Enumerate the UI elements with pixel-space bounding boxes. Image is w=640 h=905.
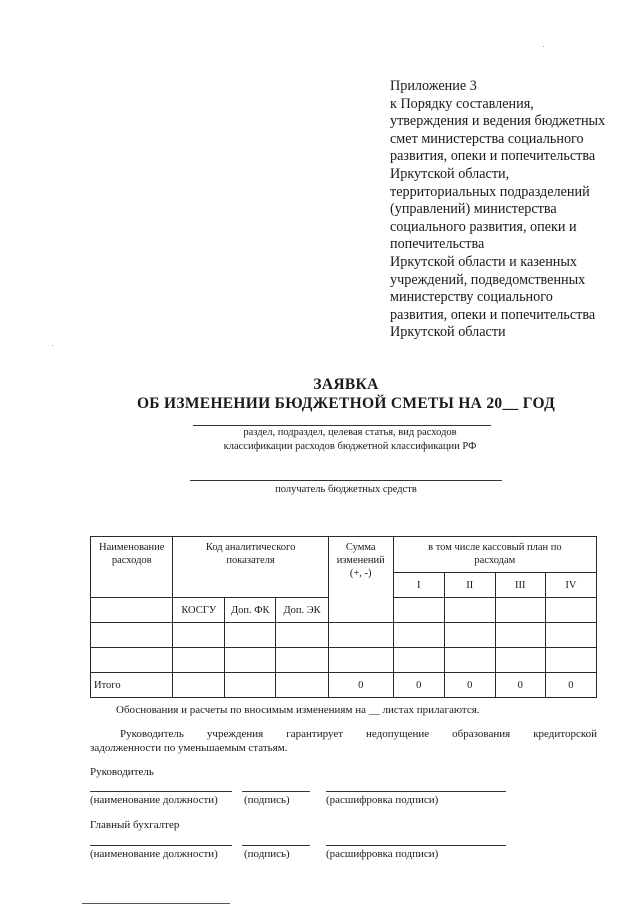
total-label: Итого bbox=[91, 673, 173, 698]
table-row bbox=[91, 623, 597, 648]
footnote-separator bbox=[82, 903, 230, 904]
appendix-line: утверждения и ведения бюджетных bbox=[390, 113, 606, 130]
head-title: Руководитель bbox=[90, 766, 154, 778]
head-signature-label: (подпись) bbox=[244, 794, 290, 806]
head-position-line bbox=[90, 791, 232, 792]
appendix-line: к Порядку составления, bbox=[390, 95, 534, 112]
appendix-line: Иркутской области и казенных bbox=[390, 253, 577, 270]
appendix-line: учреждений, подведомственных bbox=[390, 271, 586, 288]
recipient-line bbox=[190, 480, 502, 481]
total-q1: 0 bbox=[393, 673, 444, 698]
scan-speck bbox=[52, 345, 53, 346]
budget-table bbox=[90, 536, 597, 698]
recipient-caption: получатель бюджетных средств bbox=[275, 484, 417, 495]
table-cell bbox=[393, 598, 444, 623]
table-cell bbox=[545, 598, 596, 623]
header-dop-ek: Доп. ЭК bbox=[276, 598, 328, 623]
table-cell bbox=[495, 598, 545, 623]
appendix-line: Иркутской области, bbox=[390, 165, 510, 182]
document-subtitle: ОБ ИЗМЕНЕНИИ БЮДЖЕТНОЙ СМЕТЫ НА 20__ ГОД bbox=[136, 395, 556, 412]
header-quarter-3: III bbox=[495, 573, 545, 598]
total-sum: 0 bbox=[328, 673, 393, 698]
table-row bbox=[91, 648, 597, 673]
total-row bbox=[91, 673, 597, 698]
total-q4: 0 bbox=[545, 673, 596, 698]
appendix-block bbox=[390, 78, 630, 342]
accountant-decoding-label: (расшифровка подписи) bbox=[326, 848, 439, 860]
table-cell bbox=[91, 598, 173, 623]
header-sum: Сумма изменений (+, -) bbox=[328, 537, 393, 623]
accountant-position-line bbox=[90, 845, 232, 846]
accountant-title: Главный бухгалтер bbox=[90, 819, 180, 831]
appendix-line: Иркутской области bbox=[390, 324, 506, 341]
header-dop-fk: Доп. ФК bbox=[225, 598, 276, 623]
classification-caption-line2: классификации расходов бюджетной классификации РФ bbox=[223, 441, 477, 452]
accountant-position-label: (наименование должности) bbox=[90, 848, 218, 860]
classification-caption bbox=[130, 426, 570, 454]
accountant-decoding-line bbox=[326, 845, 506, 846]
appendix-line: социального развития, опеки и bbox=[390, 218, 577, 235]
guarantee-second-line: задолженности по уменьшаемым статьям. bbox=[90, 742, 288, 754]
classification-caption-line1: раздел, подраздел, целевая статья, вид расходов bbox=[243, 427, 457, 438]
appendix-line: смет министерства социального bbox=[390, 130, 584, 147]
head-decoding-line bbox=[326, 791, 506, 792]
appendix-line: территориальных подразделений bbox=[390, 183, 590, 200]
head-decoding-label: (расшифровка подписи) bbox=[326, 794, 439, 806]
header-name: Наименование расходов bbox=[91, 537, 173, 598]
justification-text: Обоснования и расчеты по вносимым изменениям на __ листах прилагаются. bbox=[116, 704, 480, 716]
appendix-line: Приложение 3 bbox=[390, 78, 477, 94]
header-kosgu: КОСГУ bbox=[173, 598, 225, 623]
head-position-label: (наименование должности) bbox=[90, 794, 218, 806]
accountant-signature-label: (подпись) bbox=[244, 848, 290, 860]
header-code: Код аналитического показателя bbox=[173, 537, 328, 598]
header-quarter-2: II bbox=[444, 573, 495, 598]
document-title: ЗАЯВКА bbox=[313, 376, 379, 393]
head-signature-line bbox=[242, 791, 310, 792]
appendix-line: развития, опеки и попечительства bbox=[390, 148, 596, 165]
appendix-line: министерству социального bbox=[390, 289, 553, 306]
appendix-line: (управлений) министерства bbox=[390, 201, 557, 218]
appendix-line: попечительства bbox=[390, 236, 485, 253]
scan-speck bbox=[543, 46, 544, 47]
header-plan: в том числе кассовый план по расходам bbox=[393, 537, 596, 573]
guarantee-first-line: Руководитель учреждения гарантирует недопущение образования кредиторской bbox=[120, 728, 597, 740]
header-quarter-1: I bbox=[393, 573, 444, 598]
appendix-line: развития, опеки и попечительства bbox=[390, 306, 596, 323]
header-quarter-4: IV bbox=[545, 573, 596, 598]
table-cell bbox=[444, 598, 495, 623]
total-q3: 0 bbox=[495, 673, 545, 698]
total-q2: 0 bbox=[444, 673, 495, 698]
accountant-signature-line bbox=[242, 845, 310, 846]
